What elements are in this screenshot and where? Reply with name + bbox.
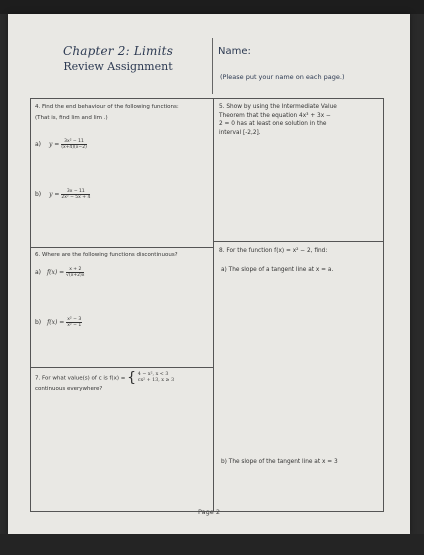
q5-line-4: interval [-2,2]. (219, 130, 261, 137)
q4-b-numerator: 3x − 11 (61, 189, 90, 195)
q7-piece-1: 4 − x², x < 3 (137, 371, 169, 377)
question-8 (219, 247, 379, 256)
q7-line-2: continuous everywhere? (35, 386, 103, 392)
q7-piece-2: cx² + 13, x ≥ 3 (137, 378, 175, 383)
worksheet-page (8, 14, 410, 534)
question-7 (35, 371, 211, 393)
q8-part-b: b) The slope of the tangent line at x = 3 (221, 459, 338, 465)
q4-b-label: b) (35, 191, 42, 198)
q6-a-numerator: x + 2 (66, 267, 84, 273)
q4-a-fraction (61, 139, 87, 150)
q5-line-2: Theorem that the equation 4x³ + 3x − (219, 112, 331, 119)
q4-a-label: a) (35, 141, 42, 148)
name-note: (Please put your name on each page.) (220, 73, 345, 81)
row-divider-left-2 (31, 367, 213, 368)
page-title: Chapter 2: Limits (62, 44, 174, 58)
bottom-bar (0, 534, 424, 555)
q6-a-fraction (66, 267, 84, 278)
q4-b-expr: y = (49, 191, 60, 198)
q4-part-b (35, 189, 90, 200)
top-bar (0, 0, 424, 14)
q5-line-1: 5. Show by using the Intermediate Value (219, 104, 337, 110)
page-subtitle: Review Assignment (63, 60, 173, 73)
q6-a-label: a) (35, 269, 42, 276)
q7-prompt: 7. For what value(s) of c is f(x) = (35, 375, 126, 382)
header-title-block (28, 44, 208, 73)
q6-a-denominator: √(x+2)x (66, 273, 85, 278)
q4-part-a (35, 139, 87, 150)
q4-a-denominator: (x+4)(x−2) (61, 145, 87, 150)
q4-a-numerator: 3x² − 11 (61, 139, 87, 145)
column-divider (213, 99, 214, 511)
question-4 (35, 103, 211, 123)
q6-b-denominator: x² − 1 (67, 323, 82, 328)
q7-line-1 (35, 371, 211, 385)
q6-b-numerator: x² − 3 (67, 317, 82, 322)
q6-b-label: b) (35, 319, 42, 326)
q6-b-expr: f(x) = (47, 319, 65, 326)
q4-prompt: 4. Find the end behaviour of the following functions: (35, 104, 179, 110)
q5-line-3: 2 = 0 has at least one solution in the (219, 121, 327, 128)
q6-part-a (35, 267, 84, 278)
q4-hint: (That is, find lim and lim .) (35, 115, 108, 122)
page-number: Page 2 (198, 508, 220, 516)
row-divider-right-1 (213, 241, 383, 242)
q8-part-a: a) The slope of a tangent line at x = a. (221, 267, 334, 273)
question-grid (30, 98, 384, 512)
header-name-block (212, 44, 410, 81)
q7-brace: { (127, 370, 137, 386)
q6-prompt: 6. Where are the following functions discontinuous? (35, 252, 178, 258)
name-label: Name: (218, 46, 251, 57)
q4-a-expr: y = (48, 141, 60, 148)
q6-b-fraction (66, 317, 82, 328)
q8-prompt: 8. For the function f(x) = x² − 2, find: (219, 248, 328, 254)
row-divider-left-1 (31, 247, 213, 248)
q6-a-expr: f(x) = (46, 269, 65, 276)
question-6 (35, 251, 211, 259)
q4-b-fraction (61, 189, 90, 200)
q6-part-b (35, 317, 82, 328)
question-5 (219, 103, 379, 138)
q4-b-denominator: 2x² − 5x + 4 (61, 195, 91, 200)
q7-piecewise (138, 372, 174, 384)
